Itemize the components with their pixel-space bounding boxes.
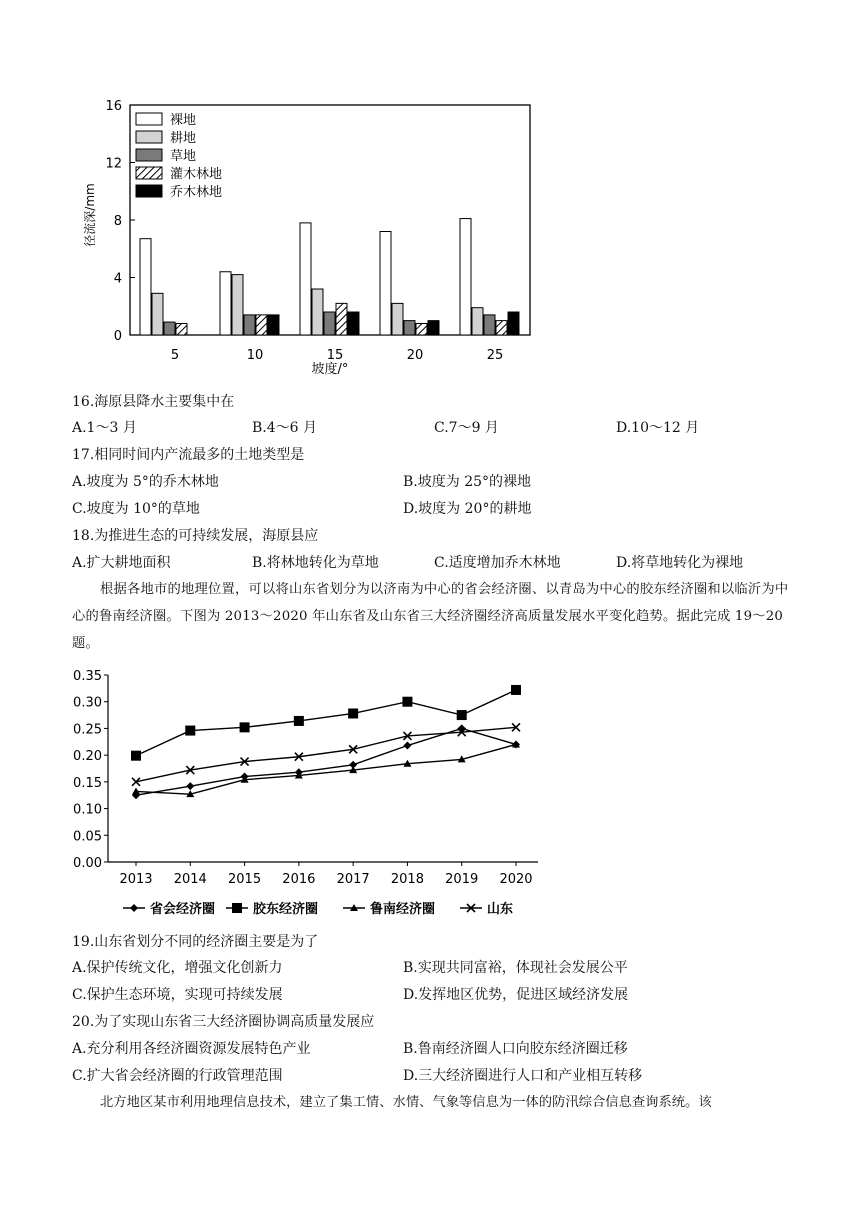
bar [232, 275, 243, 335]
marker-square [402, 697, 412, 707]
q19-option-c: C.保护生态环境，实现可持续发展 [72, 987, 283, 1003]
marker-square [232, 903, 242, 913]
q18-option-b: B.将林地转化为草地 [252, 555, 379, 571]
q19-stem: 19.山东省划分不同的经济圈主要是为了 [72, 934, 319, 950]
passage-continued: 北方地区某市利用地理信息技术，建立了集工情、水情、气象等信息为一体的防汛综合信息查询系统。该 [100, 1095, 712, 1110]
q18-option-a: A.扩大耕地面积 [72, 555, 171, 571]
bar [404, 321, 415, 335]
bar [220, 272, 231, 335]
line-y-tick-label: 0.25 [73, 722, 102, 738]
marker-diamond [186, 782, 194, 790]
bar-x-tick-label: 5 [170, 348, 180, 363]
bar [176, 324, 187, 336]
q17-stem: 17.相同时间内产流最多的土地类型是 [72, 447, 305, 463]
legend-swatch [136, 185, 162, 197]
bar-y-tick-label: 4 [113, 271, 122, 287]
line-y-tick-label: 0.05 [73, 829, 102, 845]
bar [348, 312, 359, 335]
bar [460, 219, 471, 335]
marker-diamond [403, 742, 411, 750]
economy-line-chart [68, 665, 558, 925]
q18-option-d: D.将草地转化为裸地 [616, 555, 744, 571]
bar [268, 315, 279, 335]
bar [392, 303, 403, 335]
line-x-tick-label: 2016 [282, 872, 316, 887]
q17-option-c: C.坡度为 10°的草地 [72, 501, 200, 517]
legend-swatch [136, 113, 162, 125]
q20-option-d: D.三大经济圈进行人口和产业相互转移 [403, 1068, 643, 1084]
marker-square [511, 685, 521, 695]
legend-label: 乔木林地 [170, 185, 223, 200]
bar [152, 293, 163, 335]
q20-option-b: B.鲁南经济圈人口向胶东经济圈迁移 [403, 1041, 628, 1057]
line-x-tick-label: 2018 [390, 872, 424, 887]
legend-label: 灌木林地 [170, 167, 223, 182]
legend-label: 鲁南经济圈 [370, 902, 436, 917]
marker-square [457, 710, 467, 720]
legend-swatch [136, 149, 162, 161]
bar [380, 232, 391, 336]
marker-square [131, 751, 141, 761]
line-y-tick-label: 0.10 [73, 802, 102, 818]
legend-swatch [136, 167, 162, 179]
q18-stem: 18.为推进生态的可持续发展，海原县应 [72, 528, 319, 544]
bar [472, 308, 483, 335]
passage-19-20: 根据各地市的地理位置，可以将山东省划分为以济南为中心的省会经济圈、以青岛为中心的胶东经济圈和以临沂为中心的鲁南经济圈。下图为 2013～2020 年山东省及山东省三大经济圈经济高质量发展水平变化趋势。据此完成 19～20 题。 [72, 582, 789, 651]
line-y-tick-label: 0.35 [73, 669, 102, 684]
bar-x-tick-label: 15 [326, 348, 344, 363]
bar [312, 289, 323, 335]
line-x-tick-label: 2020 [499, 872, 533, 887]
series-line [136, 690, 516, 756]
marker-diamond [130, 904, 138, 912]
bar-chart-xlabel: 坡度/° [311, 362, 349, 377]
marker-square [294, 716, 304, 726]
bar-chart-ylabel: 径流深/mm [83, 183, 97, 247]
marker-square [240, 722, 250, 732]
bar [300, 223, 311, 335]
q16-option-a: A.1～3 月 [72, 420, 137, 436]
legend-label: 山东 [487, 902, 514, 917]
legend-label: 耕地 [170, 131, 197, 146]
bar-y-tick-label: 12 [105, 156, 122, 172]
bar [140, 239, 151, 335]
q19-option-d: D.发挥地区优势，促进区域经济发展 [403, 987, 629, 1003]
bar-y-tick-label: 16 [105, 99, 122, 114]
legend-label: 省会经济圈 [150, 902, 216, 917]
line-x-tick-label: 2017 [336, 872, 370, 887]
line-x-tick-label: 2013 [119, 872, 153, 887]
bar [336, 303, 347, 335]
q18-option-c: C.适度增加乔木林地 [434, 555, 561, 571]
line-y-tick-label: 0.00 [73, 856, 102, 871]
bar-x-tick-label: 25 [486, 348, 504, 363]
legend-label: 胶东经济圈 [253, 902, 319, 917]
q20-option-a: A.充分利用各经济圈资源发展特色产业 [72, 1041, 311, 1057]
q17-option-b: B.坡度为 25°的裸地 [403, 474, 532, 490]
bar-y-tick-label: 8 [113, 214, 122, 229]
line-y-tick-label: 0.20 [73, 749, 102, 765]
q20-option-c: C.扩大省会经济圈的行政管理范围 [72, 1068, 283, 1084]
q19-option-a: A.保护传统文化，增强文化创新力 [72, 960, 283, 976]
runoff-bar-chart [70, 95, 550, 385]
bar [244, 315, 255, 335]
legend-label: 裸地 [170, 113, 197, 128]
q19-option-b: B.实现共同富裕，体现社会发展公平 [403, 960, 628, 976]
bar [496, 321, 507, 335]
q20-stem: 20.为了实现山东省三大经济圈协调高质量发展应 [72, 1014, 375, 1030]
line-y-tick-label: 0.30 [73, 695, 102, 711]
line-y-tick-label: 0.15 [73, 775, 102, 791]
marker-square [348, 708, 358, 718]
bar-x-tick-label: 20 [406, 348, 424, 363]
legend-swatch [136, 131, 162, 143]
bar [164, 322, 175, 335]
bar [484, 315, 495, 335]
bar [256, 315, 267, 335]
q16-option-d: D.10～12 月 [616, 420, 700, 436]
q16-option-b: B.4～6 月 [252, 420, 318, 436]
bar [428, 321, 439, 335]
q16-option-c: C.7～9 月 [434, 420, 499, 436]
legend-label: 草地 [170, 149, 197, 164]
bar [416, 324, 427, 336]
bar-x-tick-label: 10 [246, 348, 264, 363]
bar-y-tick-label: 0 [113, 329, 122, 344]
line-x-tick-label: 2015 [228, 872, 262, 887]
line-x-tick-label: 2019 [445, 872, 479, 887]
line-x-tick-label: 2014 [173, 872, 207, 887]
bar [324, 312, 335, 335]
bar [508, 312, 519, 335]
q17-option-a: A.坡度为 5°的乔木林地 [72, 474, 219, 490]
q17-option-d: D.坡度为 20°的耕地 [403, 501, 532, 517]
q16-stem: 16.海原县降水主要集中在 [72, 394, 235, 410]
marker-square [185, 726, 195, 736]
